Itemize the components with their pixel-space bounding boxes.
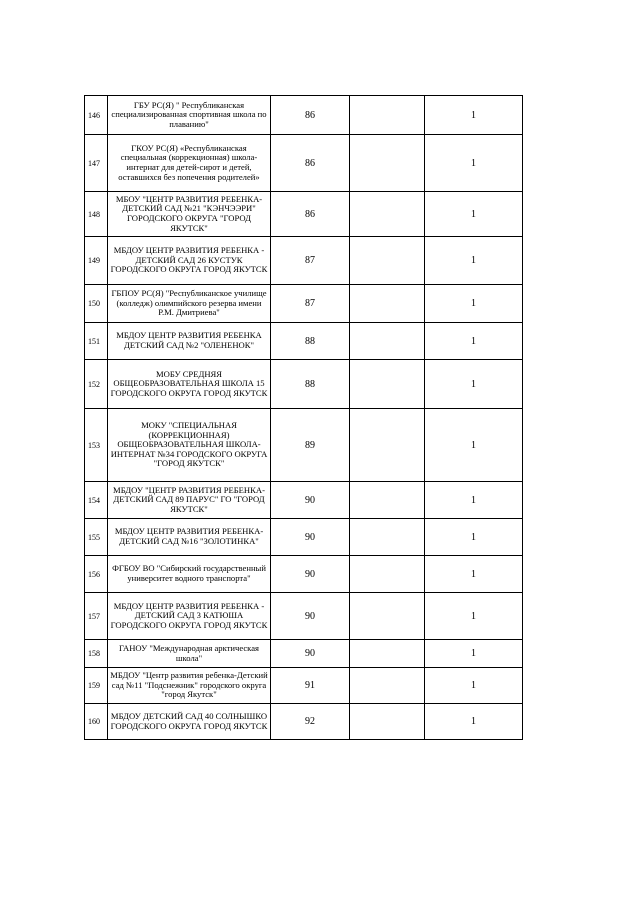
score-value: 86 bbox=[271, 96, 350, 135]
score-value: 88 bbox=[271, 360, 350, 409]
row-number: 152 bbox=[85, 360, 108, 409]
row-number: 148 bbox=[85, 192, 108, 237]
empty-cell bbox=[350, 360, 425, 409]
organization-name: МОКУ "СПЕЦИАЛЬНАЯ (КОРРЕКЦИОННАЯ) ОБЩЕОБРАЗОВАТЕЛЬНАЯ ШКОЛА-ИНТЕРНАТ №34 ГОРОДСКОГО ОКРУГА "ГОРОД ЯКУТСК" bbox=[108, 409, 271, 482]
organization-name: МБДОУ ЦЕНТР РАЗВИТИЯ РЕБЕНКА ДЕТСКИЙ САД №2 "ОЛЕНЕНОК" bbox=[108, 323, 271, 360]
table-row bbox=[85, 482, 523, 519]
table-row bbox=[85, 135, 523, 192]
count-value: 1 bbox=[425, 593, 523, 640]
count-value: 1 bbox=[425, 556, 523, 593]
row-number: 156 bbox=[85, 556, 108, 593]
organization-name: МБДОУ ЦЕНТР РАЗВИТИЯ РЕБЕНКА - ДЕТСКИЙ САД 3 КАТЮША ГОРОДСКОГО ОКРУГА ГОРОД ЯКУТСК bbox=[108, 593, 271, 640]
score-value: 86 bbox=[271, 135, 350, 192]
empty-cell bbox=[350, 409, 425, 482]
row-number: 150 bbox=[85, 285, 108, 323]
table-row bbox=[85, 360, 523, 409]
count-value: 1 bbox=[425, 482, 523, 519]
organization-name: МБДОУ "Центр развития ребенка-Детский сад №11 "Подснежник" городского округа "город Якутск" bbox=[108, 668, 271, 704]
row-number: 147 bbox=[85, 135, 108, 192]
count-value: 1 bbox=[425, 237, 523, 285]
table-row bbox=[85, 323, 523, 360]
ranking-table bbox=[84, 95, 523, 740]
table-row bbox=[85, 96, 523, 135]
organization-name: ГБПОУ РС(Я) "Республиканское училище (колледж) олимпийского резерва имени Р.М. Дмитриева" bbox=[108, 285, 271, 323]
count-value: 1 bbox=[425, 96, 523, 135]
organization-name: ГБУ РС(Я) " Республиканская специализированная спортивная школа по плаванию" bbox=[108, 96, 271, 135]
count-value: 1 bbox=[425, 135, 523, 192]
empty-cell bbox=[350, 519, 425, 556]
row-number: 159 bbox=[85, 668, 108, 704]
organization-name: МБДОУ "ЦЕНТР РАЗВИТИЯ РЕБЕНКА-ДЕТСКИЙ САД 89 ПАРУС" ГО "ГОРОД ЯКУТСК" bbox=[108, 482, 271, 519]
table-row bbox=[85, 668, 523, 704]
score-value: 88 bbox=[271, 323, 350, 360]
count-value: 1 bbox=[425, 640, 523, 668]
ranking-table-body bbox=[85, 96, 523, 740]
organization-name: МБДОУ ЦЕНТР РАЗВИТИЯ РЕБЕНКА-ДЕТСКИЙ САД №16 "ЗОЛОТИНКА" bbox=[108, 519, 271, 556]
count-value: 1 bbox=[425, 323, 523, 360]
score-value: 90 bbox=[271, 556, 350, 593]
table-row bbox=[85, 519, 523, 556]
organization-name: ГКОУ РС(Я) «Республиканская специальная (коррекционная) школа-интернат для детей-сирот и детей, оставшихся без попечения родителей» bbox=[108, 135, 271, 192]
row-number: 158 bbox=[85, 640, 108, 668]
count-value: 1 bbox=[425, 519, 523, 556]
count-value: 1 bbox=[425, 704, 523, 740]
row-number: 154 bbox=[85, 482, 108, 519]
count-value: 1 bbox=[425, 285, 523, 323]
empty-cell bbox=[350, 556, 425, 593]
score-value: 90 bbox=[271, 482, 350, 519]
table-row bbox=[85, 409, 523, 482]
score-value: 89 bbox=[271, 409, 350, 482]
row-number: 155 bbox=[85, 519, 108, 556]
row-number: 149 bbox=[85, 237, 108, 285]
row-number: 153 bbox=[85, 409, 108, 482]
empty-cell bbox=[350, 482, 425, 519]
table-row bbox=[85, 593, 523, 640]
organization-name: МОБУ СРЕДНЯЯ ОБЩЕОБРАЗОВАТЕЛЬНАЯ ШКОЛА 15 ГОРОДСКОГО ОКРУГА ГОРОД ЯКУТСК bbox=[108, 360, 271, 409]
count-value: 1 bbox=[425, 409, 523, 482]
organization-name: ФГБОУ ВО "Сибирский государственный университет водного транспорта" bbox=[108, 556, 271, 593]
score-value: 87 bbox=[271, 237, 350, 285]
table-row bbox=[85, 285, 523, 323]
empty-cell bbox=[350, 237, 425, 285]
row-number: 146 bbox=[85, 96, 108, 135]
score-value: 90 bbox=[271, 640, 350, 668]
organization-name: ГАНОУ "Международная арктическая школа" bbox=[108, 640, 271, 668]
score-value: 91 bbox=[271, 668, 350, 704]
empty-cell bbox=[350, 285, 425, 323]
table-row bbox=[85, 192, 523, 237]
organization-name: МБДОУ ЦЕНТР РАЗВИТИЯ РЕБЕНКА - ДЕТСКИЙ САД 26 КУСТУК ГОРОДСКОГО ОКРУГА ГОРОД ЯКУТСК bbox=[108, 237, 271, 285]
row-number: 151 bbox=[85, 323, 108, 360]
score-value: 90 bbox=[271, 519, 350, 556]
organization-name: МБОУ "ЦЕНТР РАЗВИТИЯ РЕБЕНКА-ДЕТСКИЙ САД №21 "КЭНЧЭЭРИ" ГОРОДСКОГО ОКРУГА "ГОРОД ЯКУТСК" bbox=[108, 192, 271, 237]
empty-cell bbox=[350, 704, 425, 740]
score-value: 86 bbox=[271, 192, 350, 237]
count-value: 1 bbox=[425, 668, 523, 704]
empty-cell bbox=[350, 668, 425, 704]
empty-cell bbox=[350, 192, 425, 237]
row-number: 160 bbox=[85, 704, 108, 740]
row-number: 157 bbox=[85, 593, 108, 640]
empty-cell bbox=[350, 323, 425, 360]
count-value: 1 bbox=[425, 360, 523, 409]
table-row bbox=[85, 640, 523, 668]
empty-cell bbox=[350, 135, 425, 192]
score-value: 90 bbox=[271, 593, 350, 640]
score-value: 87 bbox=[271, 285, 350, 323]
count-value: 1 bbox=[425, 192, 523, 237]
score-value: 92 bbox=[271, 704, 350, 740]
table-row bbox=[85, 556, 523, 593]
empty-cell bbox=[350, 640, 425, 668]
organization-name: МБДОУ ДЕТСКИЙ САД 40 СОЛНЫШКО ГОРОДСКОГО ОКРУГА ГОРОД ЯКУТСК bbox=[108, 704, 271, 740]
table-row bbox=[85, 237, 523, 285]
table-row bbox=[85, 704, 523, 740]
empty-cell bbox=[350, 96, 425, 135]
empty-cell bbox=[350, 593, 425, 640]
